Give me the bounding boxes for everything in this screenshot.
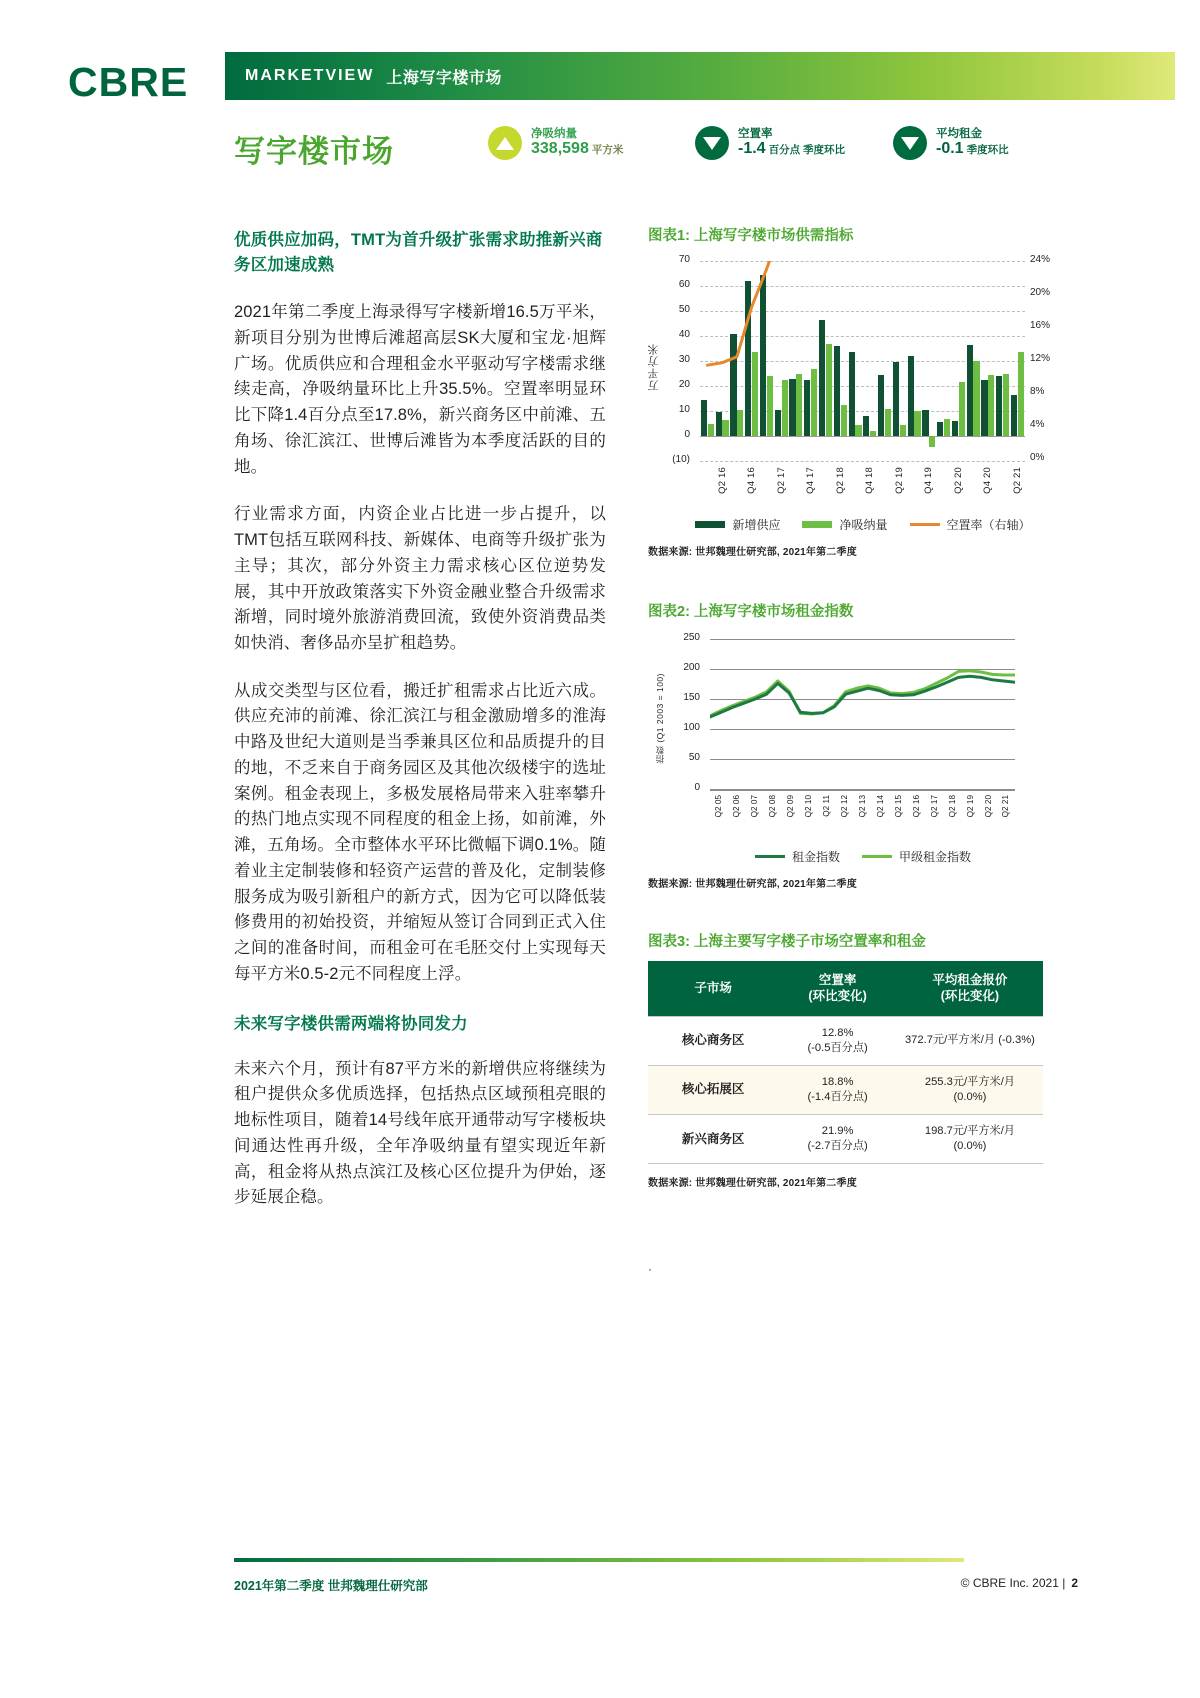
market-name-label: 上海写字楼市场 (386, 69, 502, 87)
kpi-net-absorption (488, 126, 623, 160)
chart1-x-tick (995, 467, 1010, 497)
table-cell-submarket: 核心商务区 (648, 1016, 778, 1065)
chart3-block (648, 930, 1078, 1189)
article-paragraph-1: 2021年第二季度上海录得写字楼新增16.5万平米，新项目分别为世博后滩超高层SK大厦和宝龙·旭辉广场。优质供应和合理租金水平驱动写字楼需求继续走高，净吸纳量环比上升35.5%。空置率明显环比下降1.4百分点至17.8%，新兴商务区中前滩、五角场、徐汇滨江、世博后滩皆为本季度活跃的目的地。 (234, 303, 606, 476)
chart1-x-tick: Q4 18 (864, 467, 876, 494)
charts-column (648, 224, 1078, 1189)
chart2-x-tick: Q2 19 (965, 795, 975, 818)
chart2-x-tick: Q2 14 (875, 795, 885, 818)
kpi-average-rent (893, 126, 1009, 160)
legend-item-new-supply (695, 516, 780, 533)
legend-label: 空置率（右轴） (946, 518, 1031, 532)
chart1-y2-tick: 16% (1030, 320, 1051, 331)
chart3-title: 图表3: 上海主要写字楼子市场空置率和租金 (648, 934, 926, 950)
table-header-row (648, 961, 1043, 1016)
chart2-y-axis-label: 指数 (Q1 2003 = 100) (655, 673, 665, 764)
chart2-y-tick: 200 (683, 662, 700, 673)
chart1-y2-tick: 20% (1030, 287, 1051, 298)
kpi-label: 净吸纳量 (531, 127, 577, 140)
chart1-y-axis-label: 万平方米 (648, 343, 660, 391)
footer-left-text: 2021年第二季度 世邦魏理仕研究部 (234, 1579, 428, 1593)
legend-label: 新增供应 (732, 518, 781, 532)
chart2-legend (648, 848, 1078, 865)
chart1-x-tick (907, 467, 922, 497)
copyright-text: © CBRE Inc. 2021 | (960, 1576, 1066, 1590)
table-row (648, 1016, 1043, 1065)
chart2-lines (710, 639, 1015, 789)
chart1-x-tick (877, 467, 892, 497)
chart1-y-tick: (10) (672, 454, 690, 465)
table-col-vacancy: 空置率 (环比变化) (778, 961, 897, 1016)
chart1-x-axis-ticks (700, 467, 1025, 497)
chart1-x-tick (700, 467, 715, 497)
chart1-x-tick (848, 467, 863, 497)
kpi-unit: 平方米 (591, 144, 624, 157)
chart2-x-tick: Q2 13 (857, 795, 867, 818)
chart2-title: 图表2: 上海写字楼市场租金指数 (648, 604, 854, 620)
chart1-y2-tick: 12% (1030, 353, 1051, 364)
chart2-x-tick: Q2 05 (714, 795, 724, 818)
cbre-logo: CBRE (68, 59, 189, 105)
chart2-block (648, 600, 1078, 890)
article-column (234, 228, 606, 1233)
article-sub-lede: 未来写字楼供需两端将协同发力 (234, 1014, 468, 1033)
page-left-rule (0, 0, 4, 1698)
chart1-vacancy-line (700, 261, 1025, 461)
chart2-y-tick: 0 (694, 782, 700, 793)
kpi-value: -0.1 (936, 140, 964, 158)
legend-item-grade-a-rent-index (862, 848, 971, 865)
table-cell-submarket: 核心拓展区 (648, 1065, 778, 1114)
table-cell-rent: 372.7元/平方米/月 (-0.3%) (897, 1016, 1043, 1065)
chart2-x-tick: Q2 10 (804, 795, 814, 818)
kpi-value: -1.4 (738, 140, 766, 158)
chart1-x-tick (789, 467, 804, 497)
table-cell-rent: 255.3元/平方米/月 (0.0%) (897, 1065, 1043, 1114)
chart2-x-tick: Q2 11 (822, 795, 832, 817)
chart2-x-tick: Q2 06 (732, 795, 742, 818)
chart1-x-tick: Q2 21 (1011, 467, 1023, 494)
table-cell-vacancy: 18.8% (-1.4百分点) (778, 1065, 897, 1114)
table-cell-rent: 198.7元/平方米/月 (0.0%) (897, 1114, 1043, 1163)
chart1-y-tick: 50 (678, 304, 690, 315)
article-closing-paragraph: 未来六个月，预计有87平方米的新增供应将继续为租户提供众多优质选择，包括热点区域预租亮眼的地标性项目，随着14号线年底开通带动写字楼板块间通达性再升级，全年净吸纳量有望实现近年新高，租金将从热点滨江及核心区位提升为伊始，逐步延展企稳。 (234, 1059, 606, 1207)
chart2-x-tick: Q2 07 (750, 795, 760, 818)
chart1-canvas (648, 255, 1078, 510)
chart1-title: 图表1: 上海写字楼市场供需指标 (648, 228, 854, 244)
table-cell-vacancy: 12.8% (-0.5百分点) (778, 1016, 897, 1065)
legend-line-icon (862, 855, 892, 858)
chart1-x-tick: Q2 20 (952, 467, 964, 494)
legend-label: 甲级租金指数 (899, 850, 972, 864)
chart1-gridline (700, 461, 1025, 462)
chart1-x-tick (818, 467, 833, 497)
chart1-x-tick: Q4 17 (805, 467, 817, 494)
chart1-y-tick: 0 (684, 429, 690, 440)
chart2-x-tick: Q2 15 (893, 795, 903, 818)
article-paragraph-3: 从成交类型与区位看，搬迁扩租需求占比近六成。供应充沛的前滩、徐汇滨江与租金激励增多的淮海中路及世纪大道则是当季兼具区位和品质提升的目的地，不乏来自于商务园区及其他次级楼宇的选址案例。租金表现上，多极发展格局带来入驻率攀升的热门地点实现不同程度的租金上扬，如前滩，外滩，五角场。全市整体水平环比微幅下调0.1%。随着业主定制装修和轻资产运营的普及化，定制装修服务成为吸引新租户的新方式，因为它可以降低装修费用的初始投资，并缩短从签订合同到正式入住之间的准备时间，而租金可在毛胚交付上实现每天每平方米0.5-2元不同程度上浮。 (234, 681, 606, 983)
stray-mark: · (648, 1262, 652, 1276)
page-number: 2 (1071, 1576, 1078, 1590)
footer-right-text (961, 1576, 1078, 1590)
kpi-vacancy-rate (695, 126, 845, 160)
chart2-x-tick: Q2 16 (911, 795, 921, 818)
chart1-x-tick (759, 467, 774, 497)
chart1-y-tick: 40 (678, 329, 690, 340)
chart2-source-note: 数据来源: 世邦魏理仕研究部, 2021年第二季度 (648, 879, 857, 890)
triangle-down-icon (893, 126, 927, 160)
legend-item-net-absorption (802, 516, 887, 533)
chart1-x-tick (966, 467, 981, 497)
kpi-label: 空置率 (738, 127, 773, 140)
triangle-down-icon (695, 126, 729, 160)
chart1-y-tick: 70 (678, 254, 690, 265)
chart1-source-note: 数据来源: 世邦魏理仕研究部, 2021年第二季度 (648, 547, 857, 558)
submarket-table (648, 961, 1043, 1164)
chart1-y-tick: 60 (678, 279, 690, 290)
kpi-label: 平均租金 (936, 127, 982, 140)
chart1-y2-tick: 24% (1030, 254, 1051, 265)
article-paragraph-2: 行业需求方面，内资企业占比进一步占提升，以TMT包括互联网科技、新媒体、电商等升级扩张为主导；其次，部分外资主力需求核心区位逆势发展，其中开放政策落实下外资金融业整合升级需求渐增，同时境外旅游消费回流，致使外资消费品类如快消、奢侈品亦呈扩租趋势。 (234, 505, 606, 652)
chart2-gridline (710, 789, 1015, 791)
legend-item-rent-index (755, 848, 840, 865)
legend-line-icon (755, 855, 785, 858)
chart1-x-tick: Q2 18 (834, 467, 846, 494)
chart2-y-tick: 50 (688, 752, 700, 763)
chart2-x-tick: Q2 21 (1001, 795, 1011, 818)
table-body (648, 1016, 1043, 1164)
chart2-y-tick: 250 (683, 632, 700, 643)
table-row (648, 1065, 1043, 1114)
chart2-plot-area (710, 639, 1015, 789)
chart1-x-tick (936, 467, 951, 497)
chart1-x-tick (730, 467, 745, 497)
chart2-x-tick: Q2 09 (786, 795, 796, 818)
legend-label: 净吸纳量 (839, 518, 888, 532)
footer-rule (234, 1558, 964, 1562)
chart1-y-tick: 10 (678, 404, 690, 415)
chart1-x-tick: Q2 17 (775, 467, 787, 494)
chart1-x-tick: Q4 19 (923, 467, 935, 494)
chart3-source-note: 数据来源: 世邦魏理仕研究部, 2021年第二季度 (648, 1178, 857, 1190)
chart2-x-tick: Q2 18 (947, 795, 957, 818)
legend-item-vacancy-rate (910, 516, 1031, 533)
legend-label: 租金指数 (791, 850, 840, 864)
chart2-x-tick: Q2 12 (840, 795, 850, 818)
page-header (0, 52, 1200, 112)
page-title: 写字楼市场 (234, 134, 394, 169)
triangle-up-icon (488, 126, 522, 160)
chart1-y2-tick: 0% (1030, 452, 1045, 463)
chart1-x-tick: Q2 19 (893, 467, 905, 494)
title-kpi-row (0, 120, 1200, 180)
chart2-x-axis-ticks (710, 795, 1015, 819)
legend-swatch-icon (802, 521, 832, 528)
kpi-unit: 百分点 季度环比 (768, 144, 845, 157)
chart2-x-tick: Q2 20 (983, 795, 993, 818)
chart1-x-tick: Q4 20 (982, 467, 994, 494)
chart1-x-tick: Q4 16 (746, 467, 758, 494)
chart1-block (648, 224, 1078, 558)
legend-swatch-icon (695, 521, 725, 528)
chart1-y2-tick: 8% (1030, 386, 1045, 397)
table-col-rent: 平均租金报价 (环比变化) (897, 961, 1043, 1016)
table-cell-vacancy: 21.9% (-2.7百分点) (778, 1114, 897, 1163)
marketview-banner (225, 52, 1175, 100)
kpi-unit: 季度环比 (966, 144, 1009, 157)
table-row (648, 1114, 1043, 1163)
article-lede: 优质供应加码，TMT为首升级扩张需求助推新兴商务区加速成熟 (234, 231, 603, 275)
legend-line-icon (910, 523, 940, 526)
table-cell-submarket: 新兴商务区 (648, 1114, 778, 1163)
table-col-submarket: 子市场 (648, 961, 778, 1016)
chart1-y-tick: 30 (678, 354, 690, 365)
chart2-y-tick: 150 (683, 692, 700, 703)
chart1-x-tick: Q2 16 (716, 467, 728, 494)
chart1-y2-tick: 4% (1030, 419, 1045, 430)
chart2-canvas (648, 631, 1078, 846)
chart1-legend (648, 516, 1078, 533)
chart2-x-tick: Q2 17 (929, 795, 939, 818)
marketview-label: MARKETVIEW (245, 67, 375, 84)
chart1-plot-area (700, 261, 1025, 461)
chart2-x-tick: Q2 08 (768, 795, 778, 818)
kpi-value: 338,598 (531, 140, 589, 158)
chart1-y-tick: 20 (678, 379, 690, 390)
chart2-y-tick: 100 (683, 722, 700, 733)
